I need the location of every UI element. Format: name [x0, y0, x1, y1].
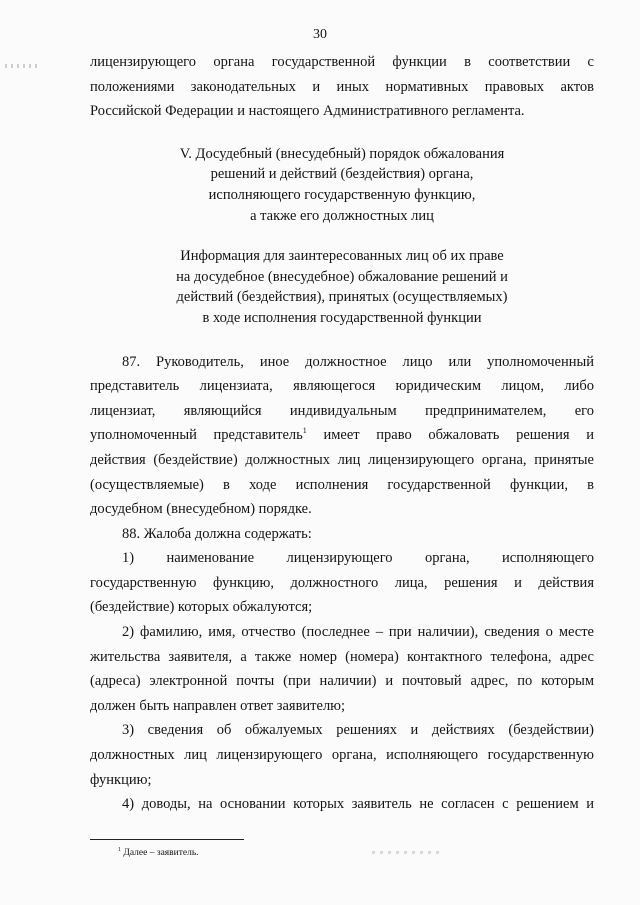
text-line: (адреса) электронной почты (при наличии) и почтовый адрес, по которым: [90, 673, 594, 690]
heading-line: на досудебное (внесудебное) обжалование решений и: [176, 268, 508, 285]
paragraph-continuation: [90, 50, 594, 124]
text-line: 2) фамилию, имя, отчество (последнее – при наличии), сведения о месте: [122, 624, 594, 641]
text-line: представитель лицензиата, являющегося юридическим лицом, либо: [90, 378, 594, 395]
text-line: действия (бездействие) должностных лиц лицензирующего органа, принятые: [90, 451, 594, 468]
text-line: жительства заявителя, а также номер (номера) контактного телефона, адрес: [90, 648, 594, 665]
heading-line: исполняющего государственную функцию,: [208, 186, 476, 203]
heading-line: а также его должностных лиц: [250, 207, 434, 224]
text-line: лицензиат, являющийся индивидуальным предпринимателем, его: [90, 402, 594, 419]
footnote-mark: 1: [118, 846, 121, 853]
text-line: досудебном (внесудебном) порядке.: [90, 501, 312, 518]
heading-line: действий (бездействия), принятых (осуществляемых): [176, 289, 508, 306]
scan-specks: [5, 64, 41, 68]
text-line: должен быть направлен ответ заявителю;: [90, 697, 346, 714]
list-item-2: [90, 620, 594, 718]
text-line: Российской Федерации и настоящего Административного регламента.: [90, 103, 525, 120]
text-line: 88. Жалоба должна содержать:: [122, 525, 312, 542]
footnote-reference: 1: [302, 426, 307, 436]
text-line: положениями законодательных и иных нормативных правовых актов: [90, 78, 594, 95]
text-fragment: уполномоченный представитель: [90, 427, 303, 444]
list-item-1: [90, 546, 594, 620]
list-item-3: [90, 718, 594, 792]
text-line: лицензирующего органа государственной функции в соответствии с: [90, 54, 594, 70]
heading-line: Информация для заинтересованных лиц об их праве: [180, 248, 504, 265]
document-body: [90, 50, 594, 817]
text-line: [90, 423, 594, 448]
text-fragment: имеет право обжаловать решения и: [306, 427, 594, 444]
text-line: должностных лиц лицензирующего органа, исполняющего государственную: [90, 747, 594, 764]
paragraph-87: [90, 350, 594, 522]
heading-line: в ходе исполнения государственной функции: [202, 309, 482, 326]
text-line: 3) сведения об обжалуемых решениях и действиях (бездействии): [122, 722, 594, 739]
scan-specks: [372, 851, 444, 854]
footnote: [118, 847, 199, 859]
text-line: (бездействие) которых обжалуются;: [90, 599, 313, 616]
heading-line: решений и действий (бездействия) органа,: [210, 166, 474, 183]
text-line: 4) доводы, на основании которых заявитель не согласен с решением и: [122, 796, 594, 813]
paragraph-88: [90, 522, 594, 547]
text-line: (осуществляемые) в ходе исполнения государственной функции, в: [90, 476, 594, 493]
text-line: 1) наименование лицензирующего органа, исполняющего: [122, 550, 594, 567]
footnote-text: Далее – заявитель.: [121, 848, 199, 858]
sub-heading: [90, 246, 594, 328]
list-item-4: [90, 792, 594, 817]
text-line: государственную функцию, должностного лица, решения и действия: [90, 574, 594, 591]
text-line: функцию;: [90, 771, 152, 788]
page-number: 30: [313, 27, 327, 42]
heading-line: V. Досудебный (внесудебный) порядок обжалования: [179, 145, 505, 162]
section-heading: [90, 144, 594, 226]
footnote-separator: [90, 839, 244, 840]
text-line: 87. Руководитель, иное должностное лицо или уполномоченный: [122, 353, 594, 370]
